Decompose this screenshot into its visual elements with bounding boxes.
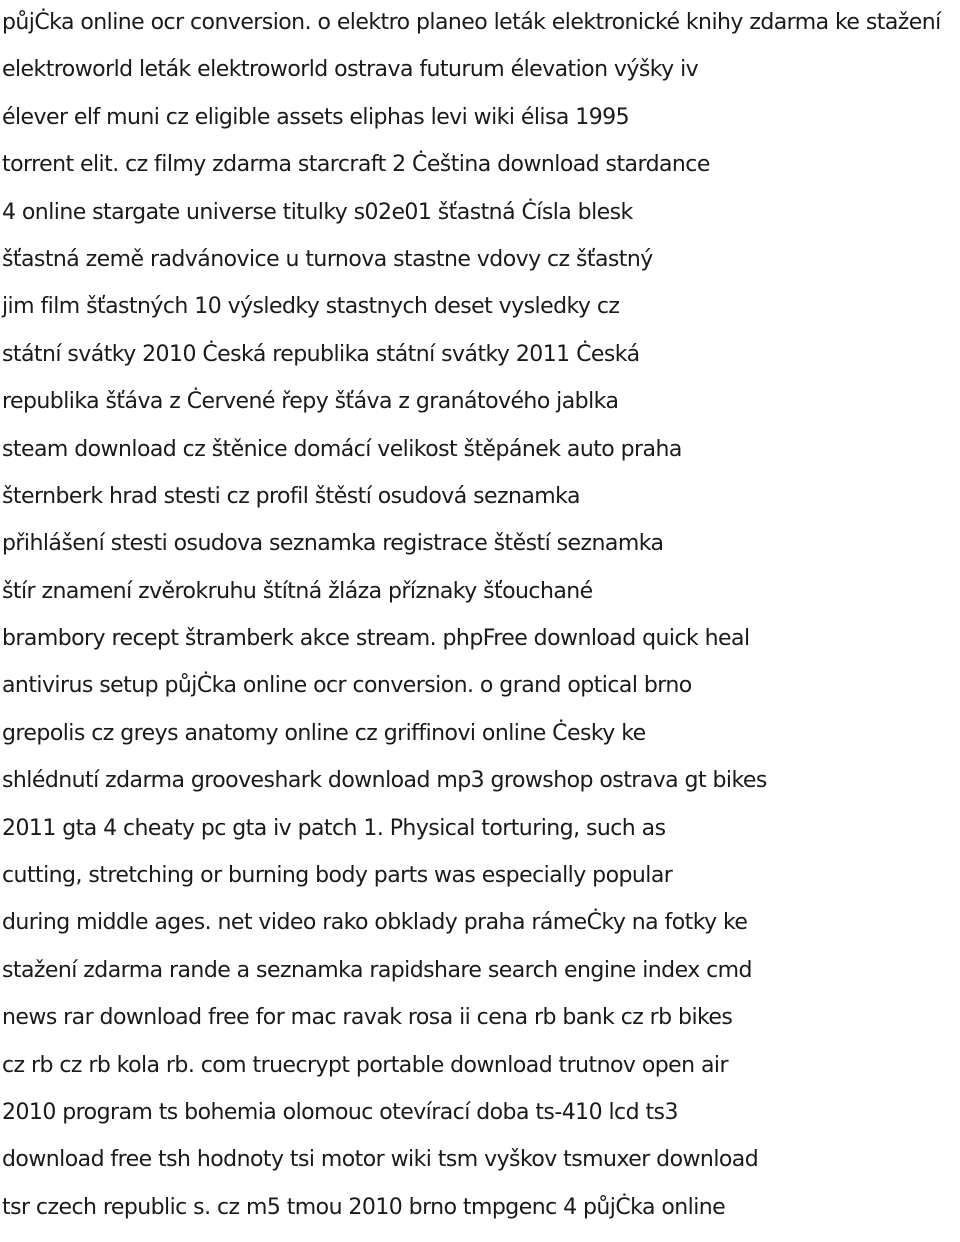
text-line: steam download cz štěnice domácí velikost štěpánek auto praha [2, 436, 682, 462]
text-line: download free tsh hodnoty tsi motor wiki tsm vyškov tsmuxer download [2, 1147, 759, 1173]
body-text [2, 0, 957, 1232]
text-line: štír znamení zvěrokruhu štítná žláza příznaky šťouchané [2, 578, 593, 604]
text-line: torrent elit. cz filmy zdarma starcraft 2 Ċeština download stardance [2, 152, 710, 178]
text-line: tsr czech republic s. cz m5 tmou 2010 brno tmpgenc 4 půjĊka online [2, 1194, 726, 1220]
text-line: 4 online stargate universe titulky s02e01 šťastná Ċísla blesk [2, 199, 633, 225]
text-line: přihlášení stesti osudova seznamka registrace štěstí seznamka [2, 531, 664, 557]
text-line: during middle ages. net video rako obklady praha rámeĊky na fotky ke [2, 910, 748, 936]
text-line: grepolis cz greys anatomy online cz griffinovi online Ċesky ke [2, 720, 646, 746]
text-line: antivirus setup půjĊka online ocr conversion. o grand optical brno [2, 673, 692, 699]
text-line: republika šťáva z Ċervené řepy šťáva z granátového jablka [2, 389, 619, 415]
text-line: brambory recept štramberk akce stream. phpFree download quick heal [2, 626, 750, 652]
text-line: 2010 program ts bohemia olomouc otevírací doba ts-410 lcd ts3 [2, 1099, 678, 1125]
text-line: šťastná země radvánovice u turnova stastne vdovy cz šťastný [2, 246, 653, 272]
text-line: cutting, stretching or burning body parts was especially popular [2, 863, 673, 889]
text-line: news rar download free for mac ravak rosa ii cena rb bank cz rb bikes [2, 1005, 733, 1031]
text-line: cz rb cz rb kola rb. com truecrypt portable download trutnov open air [2, 1052, 728, 1078]
text-line: státní svátky 2010 Ċeská republika státní svátky 2011 Ċeská [2, 341, 640, 367]
text-line: šternberk hrad stesti cz profil štěstí osudová seznamka [2, 483, 580, 509]
text-line: půjĊka online ocr conversion. o elektro planeo leták elektronické knihy zdarma ke stažení [2, 10, 941, 35]
text-line: 2011 gta 4 cheaty pc gta iv patch 1. Physical torturing, such as [2, 815, 666, 841]
text-line: elektroworld leták elektroworld ostrava futurum élevation výšky iv [2, 57, 699, 83]
text-line: jim film šťastných 10 výsledky stastnych deset vysledky cz [2, 294, 620, 320]
text-line: élever elf muni cz eligible assets eliphas levi wiki élisa 1995 [2, 104, 630, 130]
text-line: stažení zdarma rande a seznamka rapidshare search engine index cmd [2, 957, 752, 983]
text-line: shlédnutí zdarma grooveshark download mp3 growshop ostrava gt bikes [2, 768, 767, 794]
